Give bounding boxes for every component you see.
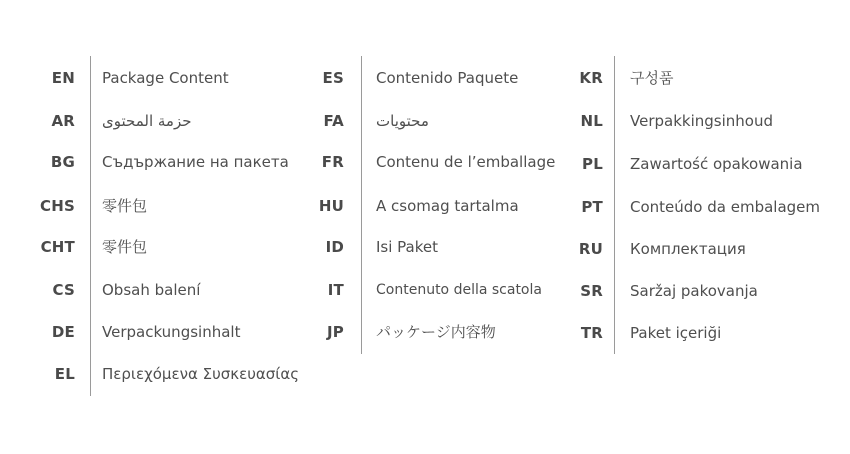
language-code: RU (578, 240, 603, 258)
translation-text: Obsah balení (102, 281, 201, 299)
language-code: ES (322, 69, 344, 87)
language-code: PT (581, 198, 603, 216)
translation-text: Περιεχόμενα Συσκευασίας (102, 365, 300, 383)
language-row-it (300, 278, 580, 302)
language-code: EN (51, 69, 75, 87)
language-row-ru (560, 237, 850, 261)
language-code: FR (321, 153, 344, 171)
language-code: KR (579, 69, 603, 87)
language-code: BG (50, 153, 75, 171)
translation-text: Paket içeriği (630, 324, 722, 342)
language-row-de (0, 320, 310, 344)
language-row-fa (300, 109, 580, 133)
language-row-jp (300, 320, 580, 344)
translation-text: Isi Paket (376, 238, 438, 256)
language-row-bg (0, 150, 310, 174)
language-code: DE (51, 323, 75, 341)
language-code: CHS (40, 197, 75, 215)
language-row-nl (560, 109, 850, 133)
translation-text: Contenido Paquete (376, 69, 519, 87)
translation-text: 구성품 (630, 69, 674, 87)
language-code: IT (327, 281, 344, 299)
language-row-ar (0, 109, 310, 133)
language-code: CHT (40, 238, 75, 256)
language-code: SR (580, 282, 603, 300)
translation-text: Saržaj pakovanja (630, 282, 758, 300)
translation-text: 零件包 (102, 238, 148, 256)
language-row-chs (0, 194, 310, 218)
translation-text: Комплектация (630, 240, 746, 258)
language-row-kr (560, 66, 850, 90)
translation-text: Съдържание на пакета (102, 153, 289, 171)
language-row-pl (560, 152, 850, 176)
language-row-hu (300, 194, 580, 218)
language-code: FA (323, 112, 344, 130)
language-code: AR (51, 112, 75, 130)
language-row-cht (0, 235, 310, 259)
language-row-en (0, 66, 310, 90)
language-row-cs (0, 278, 310, 302)
translation-text: 零件包 (102, 197, 148, 215)
language-code: HU (318, 197, 344, 215)
translation-text: Zawartość opakowania (630, 155, 803, 173)
language-code: EL (54, 365, 75, 383)
language-code: TR (580, 324, 603, 342)
language-row-fr (300, 150, 580, 174)
language-code: CS (52, 281, 75, 299)
language-row-es (300, 66, 580, 90)
language-row-id (300, 235, 580, 259)
language-code: NL (580, 112, 603, 130)
language-row-pt (560, 195, 850, 219)
translation-text: Verpakkingsinhoud (630, 112, 773, 130)
language-row-sr (560, 279, 850, 303)
translation-text: Conteúdo da embalagem (630, 198, 820, 216)
language-row-tr (560, 321, 850, 345)
translation-text: Contenu de l’emballage (376, 153, 556, 171)
column-divider (90, 56, 91, 396)
translation-text: Package Content (102, 69, 229, 87)
language-code: JP (327, 323, 344, 341)
language-code: ID (325, 238, 344, 256)
language-code: PL (582, 155, 603, 173)
translation-text: A csomag tartalma (376, 197, 519, 215)
translation-text: Contenuto della scatola (376, 282, 542, 298)
translation-text: محتویات (376, 112, 429, 130)
translation-text: パッケージ内容物 (376, 323, 496, 341)
language-row-el (0, 362, 310, 386)
translation-text: حزمة المحتوى (102, 112, 192, 130)
translation-text: Verpackungsinhalt (102, 323, 241, 341)
